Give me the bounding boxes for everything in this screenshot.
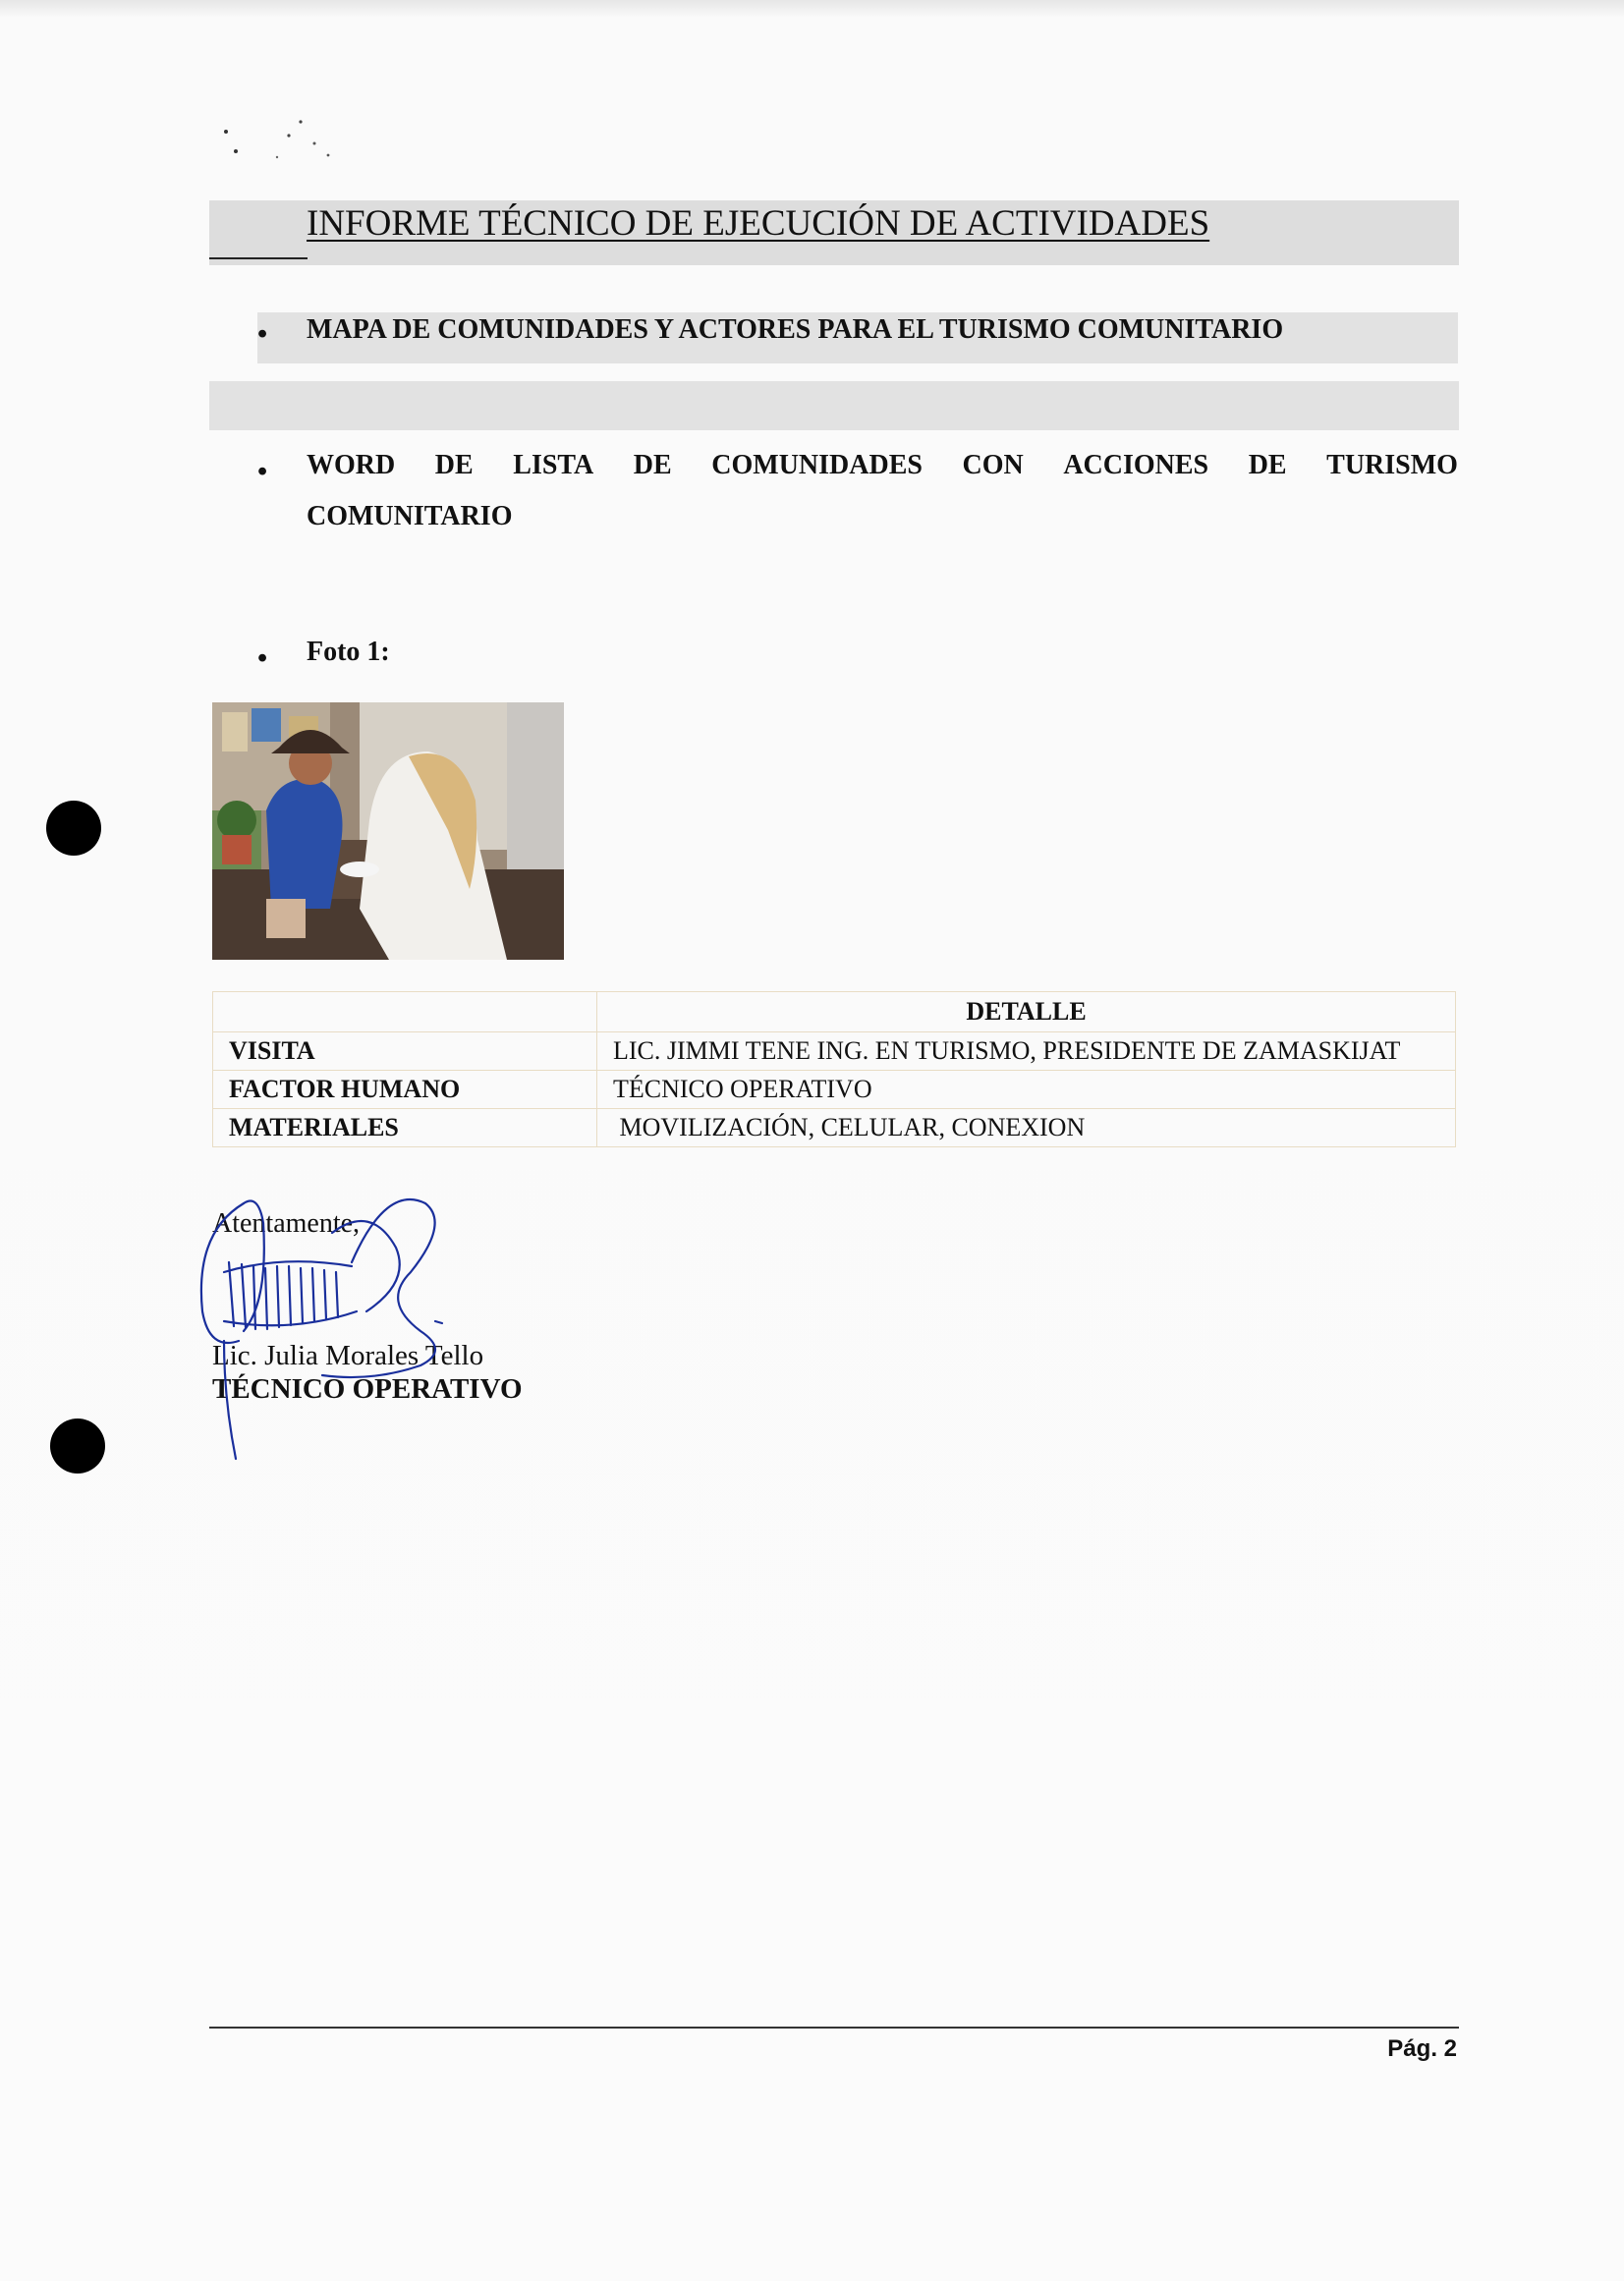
document-title: INFORME TÉCNICO DE EJECUCIÓN DE ACTIVIDADES — [307, 203, 1210, 244]
page-number: Pág. 2 — [1387, 2035, 1457, 2062]
item-word-list-line1 — [307, 450, 1458, 481]
scan-specks — [218, 116, 346, 175]
title-underline-lead — [209, 257, 308, 259]
photo-meeting-icon — [212, 702, 564, 960]
detail-table — [212, 991, 1456, 1147]
table-row — [213, 1109, 1456, 1147]
row-label-materiales: MATERIALES — [213, 1109, 597, 1147]
punch-hole-bottom — [50, 1419, 105, 1474]
bullet-3: • — [257, 642, 268, 674]
item-map-communities: MAPA DE COMUNIDADES Y ACTORES PARA EL TURISMO COMUNITARIO — [307, 314, 1284, 345]
signer-name: Lic. Julia Morales Tello — [212, 1340, 484, 1371]
table-header-row — [213, 992, 1456, 1032]
word: TURISMO — [1326, 450, 1458, 480]
signer-role: TÉCNICO OPERATIVO — [212, 1373, 523, 1405]
item-foto-label: Foto 1: — [307, 637, 390, 667]
word: DE — [633, 450, 672, 480]
row-value-visita: LIC. JIMMI TENE ING. EN TURISMO, PRESIDENTE DE ZAMASKIJAT — [597, 1032, 1456, 1071]
row-label-factor-humano: FACTOR HUMANO — [213, 1071, 597, 1109]
word: CON — [962, 450, 1024, 480]
shaded-band — [209, 381, 1459, 430]
handwritten-signature — [185, 1164, 479, 1478]
word: ACCIONES — [1063, 450, 1209, 480]
item-word-list-line2: COMUNITARIO — [307, 501, 513, 531]
table-header-empty — [213, 992, 597, 1032]
word: DE — [434, 450, 474, 480]
footer-rule — [209, 2027, 1459, 2029]
word: COMUNIDADES — [711, 450, 923, 480]
table-row — [213, 1071, 1456, 1109]
table-header-detalle: DETALLE — [597, 992, 1456, 1032]
bullet-2: • — [257, 456, 268, 487]
word: DE — [1248, 450, 1287, 480]
meeting-photo — [212, 702, 564, 960]
row-value-factor-humano: TÉCNICO OPERATIVO — [597, 1071, 1456, 1109]
bullet-1: • — [257, 318, 268, 350]
word: WORD — [307, 450, 396, 480]
word: LISTA — [513, 450, 594, 480]
table-row — [213, 1032, 1456, 1071]
row-value-materiales: MOVILIZACIÓN, CELULAR, CONEXION — [597, 1109, 1456, 1147]
row-label-visita: VISITA — [213, 1032, 597, 1071]
closing-text: Atentamente, — [212, 1208, 361, 1239]
punch-hole-top — [46, 801, 101, 856]
